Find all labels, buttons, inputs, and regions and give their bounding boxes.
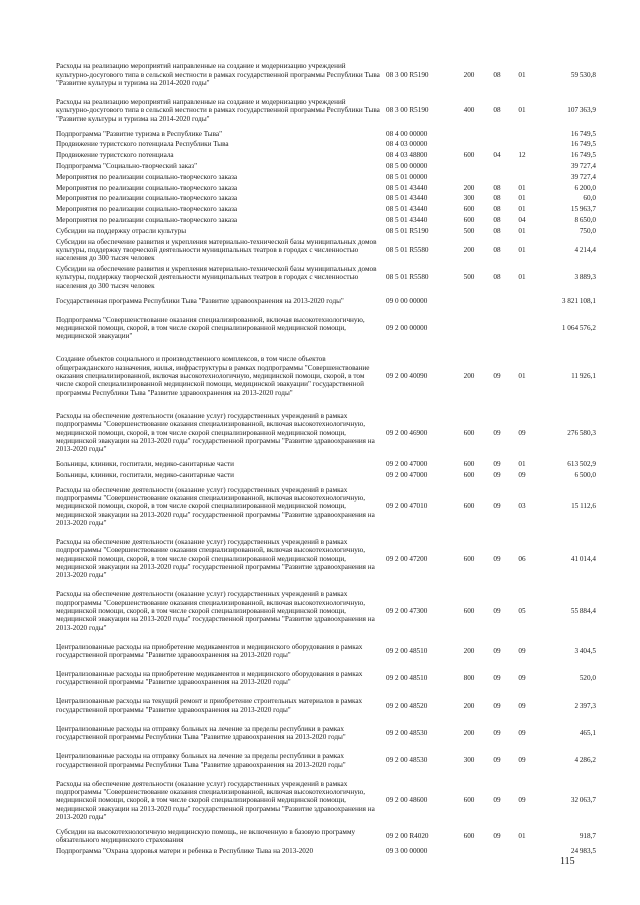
row-expense-type: 600 [463,796,475,805]
row-target-code: 08 4 00 00000 [386,129,428,138]
row-name: Централизованные расходы на приобретение медикаментов и медицинского оборудования в рамках государственной программы "Развитие здравоохранения на 2013-2020 годы" [56,670,363,687]
row-amount: 613 502,9 [567,460,596,469]
row-target-code: 08 4 03 48800 [386,151,428,160]
row-subsection: 01 [518,273,526,282]
row-target-code: 08 5 01 R5580 [386,273,429,282]
row-name: Субсидии на высокотехнологичную медицинскую помощь, не включенную в базовую программу обязательного медицинского страхования [56,827,356,845]
row-amount: 24 983,5 [570,846,596,855]
row-name: Создание объектов социального и производственного комплексов, в том числе объектов общегражданского назначения, жилья, инфраструктуры в рамках подпрограммы "Совершенствование оказания специализированной, включая высокотехнологичную, медицинской помощи, скорой, в том числе скорой специализированной медицинской помощи, медицинской эвакуации" государственной программы Республики Тыва "Развитие здравоохранения на 2013-2020 годы" [56,355,370,397]
table-row [56,665,596,692]
row-expense-type: 200 [463,70,475,79]
row-name: Подпрограмма "Охрана здоровья матери и ребенка в Республике Тыва на 2013-2020 [56,846,314,855]
row-section: 09 [493,796,501,805]
row-target-code: 09 2 00 48600 [386,796,428,805]
table-row [56,470,596,481]
row-target-code: 08 4 03 00000 [386,140,428,149]
table-row [56,226,596,237]
row-subsection: 09 [518,674,526,683]
row-subsection: 09 [518,796,526,805]
table-row [56,264,596,291]
row-subsection: 01 [518,70,526,79]
row-expense-type: 200 [463,245,475,254]
row-section: 09 [493,646,501,655]
row-expense-type: 200 [463,372,475,381]
page-number: 115 [560,856,575,867]
row-amount: 15 112,6 [571,502,596,511]
row-expense-type: 600 [463,205,475,214]
row-name: Расходы на обеспечение деятельности (оказание услуг) государственных учреждений в рамках подпрограммы "Совершенствование оказания специализированной, включая высокотехнологичную, медицинской помощи, скорой, в том числе скорой специализированной медицинской помощи, медицинской эвакуации на 2013-2020 годы" государственной программы "Развитие здравоохранения на 2013-2020 годы" [56,411,375,454]
row-subsection: 06 [518,554,526,563]
row-amount: 60,0 [583,194,596,203]
row-name: Государственная программа Республики Тыва "Развитие здравоохранения на 2013-2020 годы" [56,296,344,305]
row-expense-type: 300 [463,194,475,203]
row-expense-type: 200 [463,701,475,710]
row-target-code: 09 0 00 00000 [386,296,428,305]
row-name: Мероприятия по реализации социально-творческого заказа [56,183,238,192]
row-name: Больницы, клиники, госпитали, медико-санитарные части [56,460,235,469]
row-expense-type: 600 [463,460,475,469]
table-row [56,774,596,826]
row-target-code: 09 2 00 48530 [386,756,428,765]
row-name: Субсидии на обеспечение развития и укрепления материально-технической базы муниципальных домов культуры, поддержку творческой деятельности муниципальных театров в городах с численностью населения до 300 тысяч человек [56,264,377,290]
row-section: 09 [493,729,501,737]
row-amount: 32 063,7 [570,796,596,805]
table-row [56,346,596,407]
table-row [56,236,596,263]
row-name: Мероприятия по реализации социально-творческого заказа [56,194,238,203]
row-target-code: 09 3 00 00000 [386,846,428,855]
row-name: Субсидии на обеспечение развития и укрепления материально-технической базы муниципальных домов культуры, поддержку творческой деятельности муниципальных театров в городах с численностью населения до 300 тысяч человек [56,237,377,263]
row-subsection: 09 [518,428,526,437]
row-name: Субсидии на поддержку отрасли культуры [56,226,187,235]
row-subsection: 01 [518,106,526,115]
row-amount: 6 200,0 [574,183,596,192]
row-expense-type: 200 [463,183,475,192]
row-name: Больницы, клиники, госпитали, медико-санитарные части [56,470,235,479]
table-row [56,637,596,664]
row-expense-type: 500 [463,273,475,282]
table-row [56,846,596,857]
row-amount: 276 580,3 [567,428,596,437]
table-row [56,692,596,719]
row-section: 08 [493,70,501,79]
row-section: 09 [493,460,501,469]
row-subsection: 01 [518,226,526,235]
row-amount: 3 821 108,1 [561,296,596,305]
row-section: 09 [493,372,501,381]
row-section: 09 [493,428,501,437]
row-target-code: 08 3 00 R5190 [386,70,429,79]
row-name: Мероприятия по реализации социально-творческого заказа [56,205,238,214]
table-row [56,827,596,846]
row-amount: 16 749,5 [570,129,596,138]
row-target-code: 08 5 00 00000 [386,162,428,171]
row-section: 08 [493,273,501,282]
row-subsection: 09 [518,729,526,737]
table-row [56,533,596,585]
table-row [56,161,596,172]
row-expense-type: 600 [463,216,475,224]
row-target-code: 08 5 01 43440 [386,205,428,214]
row-amount: 59 530,8 [570,70,596,79]
row-subsection: 04 [518,216,526,224]
row-target-code: 09 2 00 47300 [386,606,428,615]
row-section: 08 [493,194,501,203]
row-section: 08 [493,106,501,115]
row-amount: 107 363,9 [567,106,596,115]
table-row [56,215,596,226]
row-name: Мероприятия по реализации социально-творческого заказа [56,172,238,181]
row-name: Расходы на реализацию мероприятий направленные на создание и модернизацию учреждений культурно-досугового типа в сельской местности в рамках государственной программы Республики Тыва "Развитие культуры и туризма на 2014-2020 годы" [56,98,380,123]
row-subsection: 01 [518,372,526,381]
row-target-code: 08 5 01 43440 [386,216,428,224]
row-expense-type: 300 [463,756,475,765]
row-expense-type: 600 [463,151,475,160]
row-name: Расходы на реализацию мероприятий направленные на создание и модернизацию учреждений культурно-досугового типа в сельской местности в рамках государственной программы Республики Тыва "Развитие культуры и туризма на 2014-2020 годы" [56,62,380,87]
row-amount: 4 214,4 [574,245,596,254]
row-section: 08 [493,205,501,214]
row-subsection: 12 [518,151,526,160]
row-section: 08 [493,183,501,192]
row-target-code: 09 2 00 48520 [386,701,428,710]
row-name: Расходы на обеспечение деятельности (оказание услуг) государственных учреждений в рамках подпрограммы "Совершенствование оказания специализированной, включая высокотехнологичную, медицинской помощи, скорой, в том числе скорой специализированной медицинской помощи, медицинской эвакуации на 2013-2020 годы" государственной программы "Развитие здравоохранения на 2013-2020 годы" [56,590,375,632]
row-target-code: 08 3 00 R5190 [386,106,429,115]
row-expense-type: 200 [463,729,475,737]
table-row [56,585,596,637]
row-section: 08 [493,226,501,235]
row-amount: 918,7 [579,831,596,840]
row-target-code: 09 2 00 47010 [386,502,428,511]
row-section: 09 [493,502,501,511]
row-name: Продвижение туристского потенциала Республики Тыва [56,140,229,149]
row-subsection: 01 [518,460,526,469]
row-subsection: 01 [518,831,526,840]
row-subsection: 05 [518,606,526,615]
row-expense-type: 600 [463,470,475,479]
table-row [56,193,596,204]
row-amount: 39 727,4 [570,162,596,171]
table-row [56,747,596,774]
row-subsection: 01 [518,205,526,214]
row-expense-type: 600 [463,606,475,615]
row-section: 09 [493,701,501,710]
row-section: 08 [493,245,501,254]
table-row [56,480,596,532]
row-expense-type: 800 [463,674,475,683]
row-subsection: 09 [518,470,526,479]
table-row [56,150,596,161]
row-section: 09 [493,831,501,840]
row-amount: 2 397,3 [574,701,596,710]
row-section: 09 [493,470,501,479]
table-row [56,459,596,470]
row-name: Расходы на обеспечение деятельности (оказание услуг) государственных учреждений в рамках подпрограммы "Совершенствование оказания специализированной, включая высокотехнологичную, медицинской помощи, скорой, в том числе скорой специализированной медицинской помощи, медицинской эвакуации на 2013-2020 годы" государственной программы "Развитие здравоохранения на 2013-2020 годы" [56,779,375,821]
row-amount: 1 064 576,2 [561,323,596,332]
table-row [56,93,596,129]
table-row [56,204,596,215]
row-amount: 3 889,3 [574,273,596,282]
table-row [56,128,596,139]
row-amount: 16 749,5 [570,140,596,149]
row-name: Подпрограмма "Развитие туризма в Республике Тыва" [56,129,223,138]
table-row [56,172,596,183]
row-amount: 3 404,5 [574,646,596,655]
row-expense-type: 600 [463,502,475,511]
row-target-code: 08 5 01 00000 [386,172,428,181]
row-expense-type: 600 [463,428,475,437]
row-name: Расходы на обеспечение деятельности (оказание услуг) государственных учреждений в рамках подпрограммы "Совершенствование оказания специализированной, включая высокотехнологичную, медицинской помощи, скорой, в том числе скорой специализированной медицинской помощи, медицинской эвакуации на 2013-2020 годы" государственной программы "Развитие здравоохранения на 2013-2020 годы" [56,538,375,580]
row-target-code: 08 5 01 R5580 [386,245,429,254]
table-row [56,291,596,310]
row-target-code: 09 2 00 R4020 [386,831,429,840]
row-subsection: 01 [518,245,526,254]
row-amount: 55 884,4 [570,606,596,615]
row-name: Расходы на обеспечение деятельности (оказание услуг) государственных учреждений в рамках подпрограммы "Совершенствование оказания специализированной, включая высокотехнологичную, медицинской помощи, скорой, в том числе скорой специализированной медицинской помощи, медицинской эвакуации на 2013-2020 годы" государственной программы "Развитие здравоохранения на 2013-2020 годы" [56,485,375,527]
budget-table [56,57,596,856]
row-target-code: 09 2 00 48530 [386,729,428,737]
row-subsection: 09 [518,646,526,655]
row-subsection: 09 [518,756,526,765]
row-amount: 11 926,1 [571,372,596,381]
row-target-code: 08 5 01 43440 [386,194,428,203]
table-row [56,719,596,746]
row-target-code: 09 2 00 00000 [386,323,428,332]
row-name: Централизованные расходы на отправку больных на лечение за пределы республики в рамках государственной программы Республики Тыва "Развитие здравоохранения на 2013-2020 годы" [56,752,346,769]
row-target-code: 09 2 00 40090 [386,372,428,381]
row-target-code: 09 2 00 47000 [386,460,428,469]
row-expense-type: 400 [463,106,475,115]
row-target-code: 09 2 00 48510 [386,646,428,655]
row-amount: 41 014,4 [570,554,596,563]
table-row [56,407,596,459]
row-subsection: 01 [518,183,526,192]
row-amount: 8 650,0 [574,216,596,224]
row-amount: 15 963,7 [570,205,596,214]
row-section: 08 [493,216,501,224]
row-section: 09 [493,674,501,683]
row-name: Подпрограмма "Совершенствование оказания специализированной, включая высокотехнологичную, медицинской помощи, скорой, в том числе скорой специализированной медицинской помощи, медицинской эвакуации" [56,315,365,341]
row-amount: 6 500,0 [574,470,596,479]
row-subsection: 01 [518,194,526,203]
row-name: Продвижение туристского потенциала [56,151,174,160]
row-target-code: 09 2 00 46900 [386,428,428,437]
table-row [56,139,596,150]
row-amount: 750,0 [579,226,596,235]
table-row [56,57,596,93]
row-subsection: 03 [518,502,526,511]
row-section: 09 [493,756,501,765]
row-amount: 39 727,4 [570,172,596,181]
row-section: 04 [493,151,501,160]
row-name: Централизованные расходы на приобретение медикаментов и медицинского оборудования в рамках государственной программы "Развитие здравоохранения на 2013-2020 годы" [56,642,363,659]
row-expense-type: 600 [463,554,475,563]
row-expense-type: 200 [463,646,475,655]
row-section: 09 [493,606,501,615]
row-target-code: 09 2 00 48510 [386,674,428,683]
row-section: 09 [493,554,501,563]
row-name: Мероприятия по реализации социально-творческого заказа [56,216,238,224]
row-name: Централизованные расходы на текущий ремонт и приобретение строительных материалов в рамках государственной программы "Развитие здравоохранения на 2013-2020 годы" [56,697,363,714]
row-amount: 4 286,2 [574,756,596,765]
row-target-code: 08 5 01 43440 [386,183,428,192]
table-row [56,310,596,346]
row-amount: 465,1 [579,729,596,737]
row-target-code: 08 5 01 R5190 [386,226,429,235]
row-name: Централизованные расходы на отправку больных на лечение за пределы республики в рамках государственной программы Республики Тыва "Развитие здравоохранения на 2013-2020 годы" [56,724,346,742]
row-target-code: 09 2 00 47000 [386,470,428,479]
row-amount: 520,0 [579,674,596,683]
table-row [56,182,596,193]
row-subsection: 09 [518,701,526,710]
row-expense-type: 600 [463,831,475,840]
row-name: Подпрограмма "Социально-творческий заказ" [56,162,198,171]
row-target-code: 09 2 00 47200 [386,554,428,563]
row-amount: 16 749,5 [570,151,596,160]
row-expense-type: 500 [463,226,475,235]
